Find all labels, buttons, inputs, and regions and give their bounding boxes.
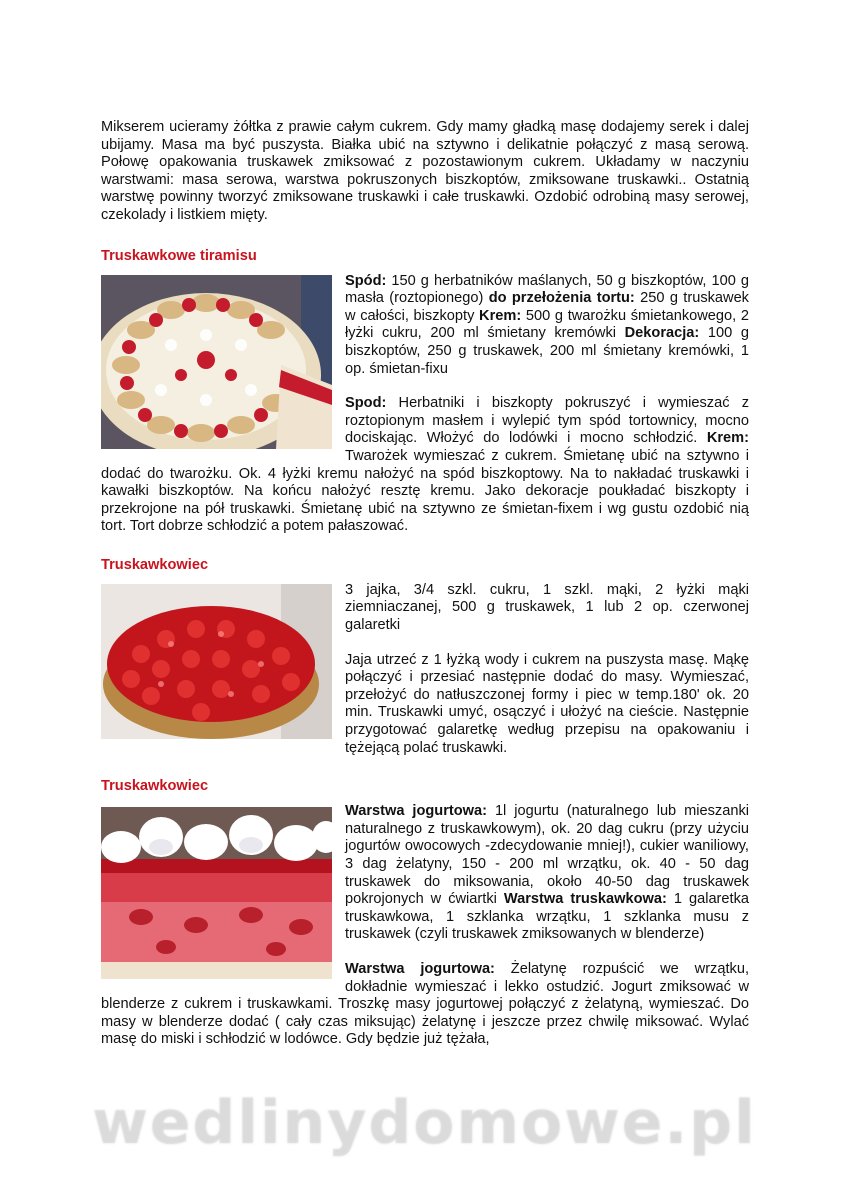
tiramisu-photo: [101, 275, 332, 449]
truskawkowiec-photo: [101, 584, 332, 739]
truskawkowiec-method: Jaja utrzeć z 1 łyżką wody i cukrem na puszysta masę. Mąkę połączyć i przesiać następnie dodać do masy. Wymieszać, przełożyć do natłuszczonej formy i piec w temp.180' ok. 20 min. Truskawki umyć, osączyć i ułożyć na cieście. Następnie przygotować galaretkę według przepisu na opakowaniu i tężejącą polać truskawki.: [345, 651, 749, 756]
truskawkowiec-ingredients: 3 jajka, 3/4 szkl. cukru, 1 szkl. mąki, 2 łyżki mąki ziemniaczanej, 500 g truskawek, 1 lub 2 op. czerwonej galaretki: [345, 581, 749, 634]
recipe-tiramisu: [101, 247, 749, 536]
recipe-truskawkowiec-1: [101, 556, 749, 757]
intro-paragraph: Mikserem ucieramy żółtka z prawie całym cukrem. Gdy mamy gładką masę dodajemy serek i dalej ubijamy. Masa ma być puszysta. Białka ubić na sztywno i delikatnie połączyć z masą serową. Połowę opakowania truskawek zmiksować z pozostawionym cukrem. Układamy w naczyniu warstwami: masa serowa, warstwa pokruszonych biszkoptów, zmiksowane truskawki.. Ostatnią warstwę powinny tworzyć zmiksowane truskawki i całe truskawki. Ozdobić odrobiną masy serowej, czekolady i listkiem mięty.: [101, 119, 749, 223]
jogurt-ingredients: Warstwa jogurtowa: 1l jogurtu (naturalnego lub mieszanki naturalnego z truskawkowym), ok. 20 dag cukru (przy użyciu jogurtów owocowych -zdecydowanie mniej!), cukier waniliowy, 3 dag żelatyny, 150 - 200 ml wrzątku, ok. 40 - 50 dag truskawek do miksowania, około 40-50 dag truskawek pokrojonych w ćwiartki Warstwa truskawkowa: 1 galaretka truskawkowa, 1 szklanka wrzątku, 1 szklanka musu z truskawek (czyli truskawek zmiksowanych w blenderze): [345, 803, 750, 943]
tiramisu-ingredients: Spód: 150 g herbatników maślanych, 50 g biszkoptów, 100 g masła (roztopionego) do przełożenia tortu: 250 g truskawek w całości, biszkopty Krem: 500 g twarożku śmietankowego, 2 łyżki cukru, 200 ml śmietany kremówki Dekoracja: 100 g biszkoptów, 250 g truskawek, 200 ml śmietany kremówki, 1 op. śmietan-fixu: [345, 272, 749, 377]
document-page: [101, 119, 749, 1069]
tiramisu-method: Spod: Herbatniki i biszkopty pokruszyć i wymieszać z roztopionym masłem i wylepić tym spód tortownicy, mocno dociskając. Włożyć do lodówki i mocno schłodzić. Krem: Twarożek wymieszać z cukrem. Śmietanę ubić na sztywno i dodać do twarożku. Ok. 4 łyżki kremu nałożyć na spód biszkoptowy. Na to nakładać truskawki i kawałki biszkoptów. Na końcu nałożyć resztę kremu. Jako dekoracje poukładać biszkopty i przekrojone na pół truskawki. Śmietanę ubić na sztywno ze śmietan-fixem i wg gustu ozdobić nią tort. Tort dobrze schłodzić a potem pałaszować.: [101, 395, 749, 535]
recipe-truskawkowiec-2: [101, 777, 749, 1049]
recipe-title: Truskawkowiec: [101, 556, 209, 573]
recipe-title: Truskawkowe tiramisu: [101, 247, 257, 264]
recipe-title: Truskawkowiec: [101, 778, 209, 795]
jogurt-method: Warstwa jogurtowa: Żelatynę rozpuścić we wrzątku, dokładnie wymieszać i lekko ostudzić. Jogurt zmiksować w blenderze z cukrem i truskawkami. Troszkę masy jogurtowej połączyć z żelatyną, wymieszać. Do masy w blenderze dodać ( cały czas miksując) żelatynę i jeszcze przez chwilę miksować. Wylać masę do miski i schłodzić w lodówce. Gdy będzie już tężała,: [101, 960, 749, 1048]
watermark-logo: wedlinydomowe.pl: [92, 1088, 757, 1158]
jogurt-cake-photo: [101, 807, 332, 979]
